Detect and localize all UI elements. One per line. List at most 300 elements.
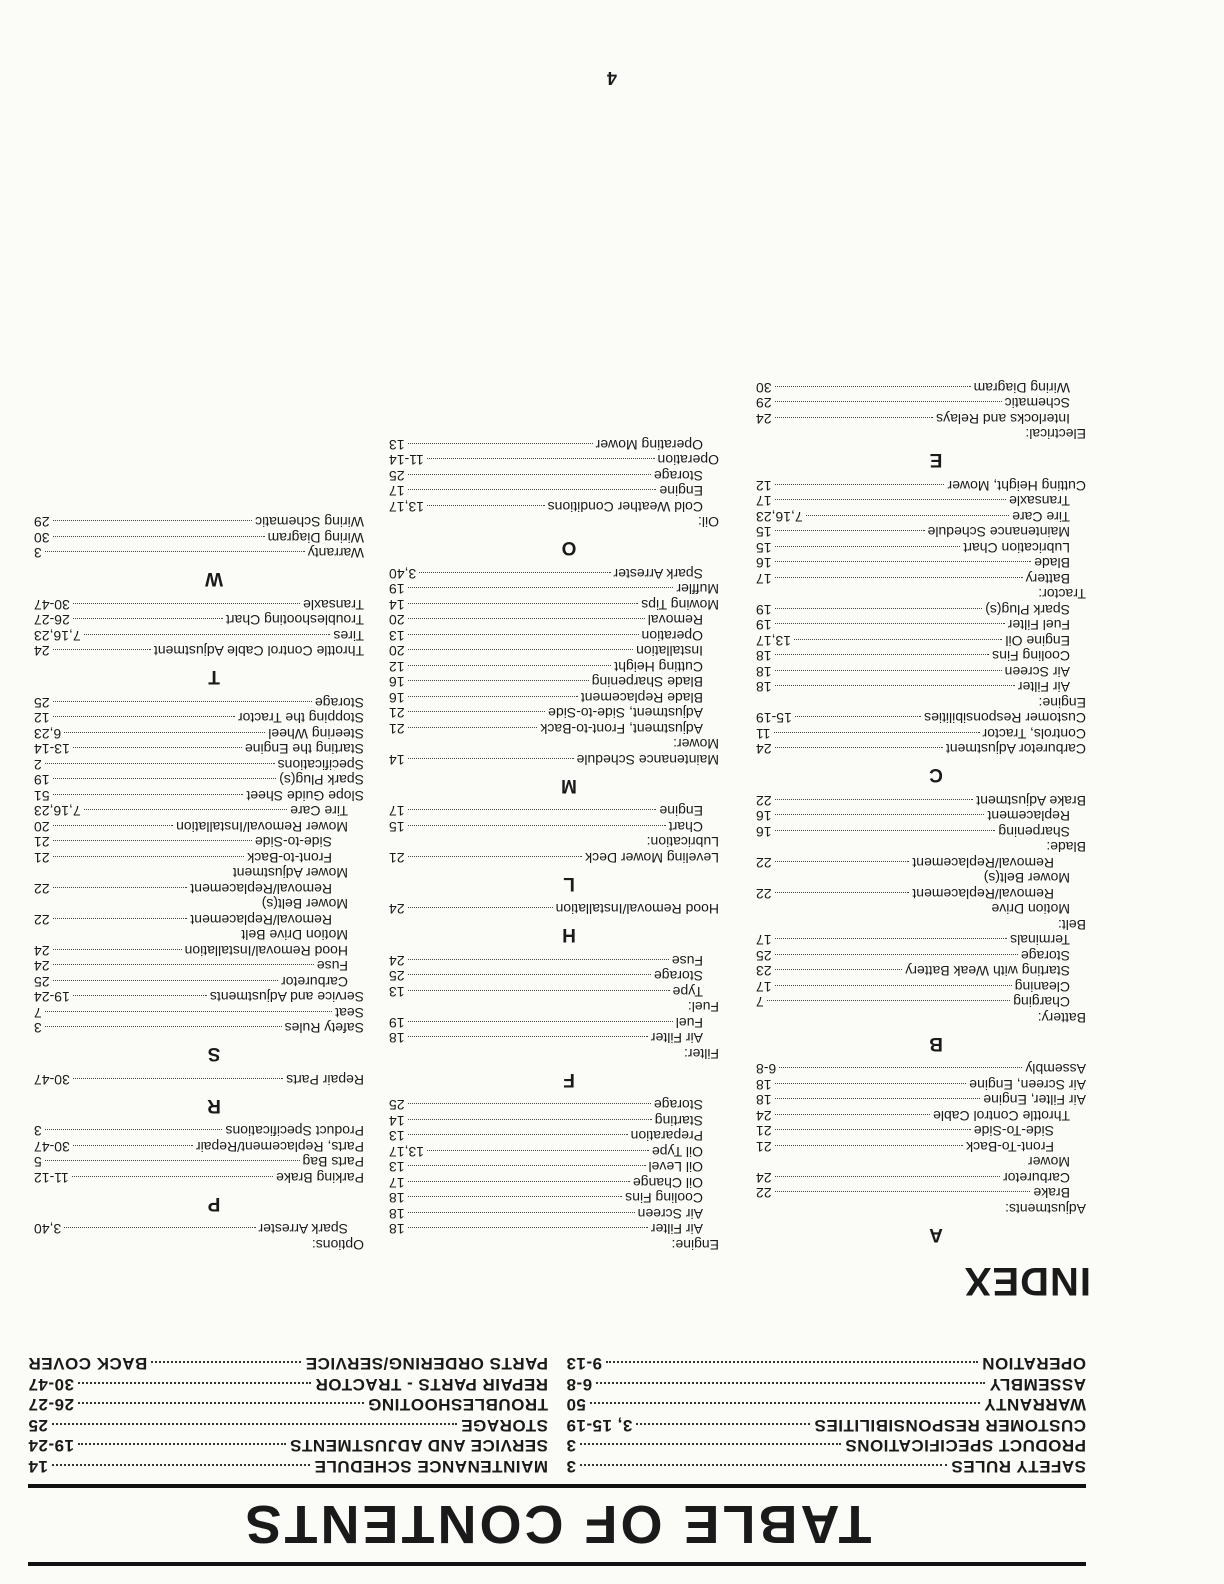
index-entry-page: 13,17: [389, 499, 425, 515]
index-entry-text: Carburetor Adjustment: [945, 741, 1086, 758]
index-entry-page: 30-47: [34, 1139, 70, 1155]
index-entry-text: Oil Change: [632, 1175, 703, 1191]
index-letter-heading: W: [205, 568, 223, 590]
index-entry: [34, 1154, 364, 1170]
index-entry-text: Spark Arrester: [613, 566, 703, 582]
index-entry-page: 24: [34, 643, 50, 660]
index-entry: [34, 514, 364, 530]
index-entry-page: 13: [389, 628, 405, 644]
index-entry: [756, 509, 1086, 525]
index-letter-heading: B: [929, 1033, 943, 1054]
index-entry-text: Product Specifications: [225, 1123, 364, 1140]
leader-dots: [775, 608, 983, 609]
leader-dots: [775, 985, 1012, 986]
index-entry: [756, 540, 1086, 556]
index-entry: [34, 643, 364, 659]
index-group-heading: [756, 917, 1086, 933]
index-entry-text: Front-to-Back: [247, 850, 332, 866]
leader-dots: [427, 459, 655, 460]
leader-dots: [408, 474, 651, 475]
index-entry-page: 20: [34, 819, 50, 835]
index-entry: [389, 984, 719, 1000]
index-entry: [756, 948, 1086, 964]
leader-dots: [408, 959, 669, 960]
index-entry-page: 7,16,23: [756, 509, 803, 525]
index-entry-page: 25: [389, 468, 405, 484]
leader-dots: [73, 1078, 283, 1079]
index-entry: [34, 612, 364, 628]
index-group-heading: [389, 736, 719, 752]
index-entry: [389, 643, 719, 659]
leader-dots: [53, 794, 244, 795]
index-entry-text: Air Screen: [1004, 664, 1070, 680]
index-entry: [34, 628, 364, 644]
index-entry-page: 16: [756, 824, 772, 840]
index-entry-page: 20: [389, 643, 405, 660]
leader-dots: [408, 1181, 630, 1182]
index-entry-text: Lubrication:: [646, 834, 719, 851]
index-entry-page: 3: [34, 1020, 42, 1037]
index-entry-page: 17: [389, 483, 405, 500]
index-entry: [756, 411, 1086, 427]
index-entry: [389, 752, 719, 768]
index-group-heading: [756, 586, 1086, 602]
index-entry-text: Throttle Control Cable Adjustment: [153, 643, 364, 660]
index-entry-text: Fuse: [316, 958, 348, 975]
index-entry-page: 13-14: [34, 741, 70, 758]
toc-entry-page: 26-27: [28, 1395, 74, 1415]
index-entry: [756, 524, 1086, 540]
index-entry-text: Battery:: [1037, 1010, 1086, 1026]
index-entry-text: Transaxle: [1009, 493, 1070, 510]
index-entry: [34, 597, 364, 613]
leader-dots: [408, 634, 639, 635]
index-entry-text: Hood Removal/Installation: [184, 943, 348, 959]
index-entry-text: Tractor:: [1038, 586, 1086, 603]
index-entry-text: Customer Responsibilities: [924, 710, 1086, 727]
leader-dots: [767, 1001, 1010, 1002]
index-entry-text: Removal/Replacement: [190, 881, 332, 897]
leader-dots: [408, 681, 589, 682]
toc-entry: [28, 1456, 548, 1477]
index-entry-page: 13: [389, 984, 405, 1000]
leader-dots: [775, 577, 1023, 578]
leader-dots: [419, 572, 610, 573]
index-entry: [34, 974, 364, 990]
index-entry-text: Mower:: [673, 736, 719, 753]
index-entry: [34, 803, 364, 819]
leader-dots: [775, 1099, 981, 1100]
index-entry: [34, 881, 364, 897]
toc-entry: [566, 1435, 1086, 1456]
index-entry-text: Options:: [311, 1237, 364, 1253]
index-entry: [34, 710, 364, 726]
index-entry: [389, 499, 719, 515]
index-entry: [756, 633, 1086, 649]
index-entry-text: Parking Brake: [276, 1170, 364, 1186]
leader-dots: [53, 965, 314, 966]
index-entry-page: 5: [34, 1154, 42, 1171]
index-entry-page: 11-12: [34, 1170, 69, 1186]
index-entry-page: 18: [389, 1206, 405, 1222]
index-entry-text: Electrical:: [1025, 426, 1086, 443]
toc-entry-page: 3: [566, 1457, 576, 1476]
leader-dots: [408, 1119, 652, 1120]
index-entry-text: Storage: [1020, 948, 1070, 964]
index-entry-page: 17: [756, 979, 772, 995]
index-entry-text: Mower: [1027, 1154, 1070, 1171]
leader-dots: [596, 1382, 985, 1384]
leader-dots: [775, 1130, 971, 1131]
index-letter-heading: F: [563, 1069, 575, 1090]
index-entry-page: 13: [389, 1128, 405, 1145]
index-entry-page: 29: [756, 395, 772, 412]
leader-dots: [775, 655, 990, 656]
index-entry-page: 17: [756, 932, 772, 949]
index-entry-text: Preparation: [630, 1128, 703, 1145]
leader-dots: [795, 717, 921, 718]
leader-dots: [775, 748, 943, 749]
index-entry-text: Air Screen, Engine: [969, 1077, 1086, 1093]
index-entry: [34, 1072, 364, 1088]
index-entry: [34, 1005, 364, 1021]
index-entry-page: 3,40: [34, 1221, 62, 1238]
toc-entry: [28, 1374, 548, 1395]
leader-dots: [78, 1382, 311, 1384]
index-entry-page: 21: [756, 1139, 772, 1155]
index-entry: [389, 628, 719, 644]
leader-dots: [408, 990, 670, 991]
index-entry-text: Hood Removal/Installation: [555, 901, 719, 918]
leader-dots: [775, 670, 1002, 671]
index-entry-text: Air Filter: [1017, 679, 1070, 696]
index-entry: [34, 850, 364, 866]
index-entry: [756, 478, 1086, 494]
toc-entry-page: 14: [28, 1457, 48, 1476]
index-entry-page: 30-47: [34, 597, 70, 613]
index-letter-heading: R: [207, 1095, 221, 1116]
index-entry: [756, 855, 1086, 871]
index-entry-text: Mower Removal/Installation: [176, 819, 348, 835]
leader-dots: [779, 1068, 1022, 1069]
leader-dots: [45, 1011, 332, 1012]
index-entry: [756, 710, 1086, 726]
leader-dots: [590, 1403, 980, 1405]
leader-dots: [53, 949, 182, 950]
index-entry-text: Chart: [668, 819, 703, 835]
leader-dots: [427, 1150, 649, 1151]
index-entry: [756, 886, 1086, 902]
leader-dots: [775, 402, 1002, 403]
index-entry-page: 15-19: [756, 710, 792, 727]
index-group-heading: [389, 999, 719, 1015]
leader-dots: [408, 619, 645, 620]
index-entry-text: Motion Drive: [991, 901, 1070, 918]
index-entry-page: 18: [756, 664, 772, 680]
index-entry-text: Front-To-Back: [966, 1139, 1054, 1155]
index-entry-page: 22: [756, 793, 772, 809]
index-entry: [389, 1030, 719, 1046]
index-entry-page: 13: [389, 1159, 405, 1176]
index-entry-page: 7: [34, 1005, 42, 1021]
leader-dots: [775, 954, 1018, 955]
index-entry-text: Transaxle: [303, 597, 364, 613]
index-entry: [34, 545, 364, 561]
index-entry-text: Charging: [1013, 994, 1070, 1011]
toc-entry-label: REPAIR PARTS - TRACTOR: [315, 1375, 548, 1394]
index-entry: [34, 912, 364, 928]
index-entry-text: Engine:: [1038, 695, 1086, 711]
leader-dots: [775, 815, 985, 816]
top-rule: [28, 1562, 1086, 1566]
index-entry-text: Mower Belt(s): [983, 870, 1070, 887]
index-entry: [389, 953, 719, 969]
leader-dots: [53, 701, 312, 702]
leader-dots: [775, 500, 1006, 501]
index-entry: [34, 788, 364, 804]
index-entry: [389, 819, 719, 835]
index-entry-text: Removal/Replacement: [912, 886, 1054, 902]
index-entry-page: 24: [389, 953, 405, 969]
index-entry-text: Wiring Diagram: [267, 530, 364, 546]
index-entry: [756, 932, 1086, 948]
index-entry-text: Assembly: [1025, 1061, 1086, 1078]
index-letter-heading: O: [561, 537, 577, 559]
index-group-heading: [756, 1201, 1086, 1217]
index-entry: [389, 1221, 719, 1237]
index-entry: [34, 834, 364, 850]
leader-dots: [408, 490, 657, 491]
index-entry-text: Fuel: [675, 1015, 703, 1031]
index-entry-page: 24: [756, 1108, 772, 1124]
leader-dots: [775, 546, 961, 547]
index-entry-page: 18: [756, 1077, 772, 1093]
index-entry: [389, 581, 719, 597]
index-entry: [389, 1190, 719, 1206]
index-entry-text: Wiring Schematic: [255, 514, 364, 531]
leader-dots: [775, 861, 910, 862]
leader-dots: [775, 686, 1015, 687]
leader-dots: [53, 980, 279, 981]
leader-dots: [53, 918, 188, 919]
index-entry-page: 16: [389, 674, 405, 691]
index-entry-page: 11-14: [389, 452, 424, 469]
index-entry-page: 21: [756, 1123, 772, 1140]
index-letter-heading: A: [929, 1224, 943, 1245]
index-entry-page: 14: [389, 752, 405, 768]
index-entry: [389, 612, 719, 628]
index-entry-text: Air Screen: [637, 1206, 703, 1222]
index-entry: [34, 741, 364, 757]
index-entry-text: Cooling Fins: [625, 1190, 703, 1207]
leader-dots: [408, 1197, 623, 1198]
index-entry-page: 20: [389, 612, 405, 629]
toc-entry-page: BACK COVER: [28, 1354, 148, 1374]
leader-dots: [45, 1027, 282, 1028]
leader-dots: [794, 639, 1002, 640]
index-entry-page: 24: [34, 958, 50, 975]
index-column-1: [756, 380, 1086, 1253]
index-entry-page: 14: [389, 1113, 405, 1129]
index-entry-text: Safety Rules: [284, 1020, 364, 1037]
leader-dots: [775, 531, 925, 532]
index-entry-page: 17: [756, 571, 772, 587]
index-entry-page: 21: [389, 850, 405, 866]
index-entry-text: Mower Belt(s): [261, 896, 348, 913]
index-entry-page: 16: [756, 555, 772, 572]
leader-dots: [775, 1114, 930, 1115]
index-entry-page: 3: [34, 1123, 42, 1140]
index-entry: [756, 617, 1086, 633]
index-entry-text: Side-To-Side: [973, 1123, 1054, 1140]
leader-dots: [775, 799, 974, 800]
index-entry: [756, 395, 1086, 411]
index-entry: [389, 483, 719, 499]
index-entry-text: Operation: [657, 452, 719, 469]
index-entry-page: 29: [34, 514, 50, 531]
leader-dots: [775, 484, 945, 485]
leader-dots: [408, 856, 583, 857]
leader-dots: [775, 1145, 964, 1146]
index-entry-page: 12: [34, 710, 50, 727]
index-entry-page: 18: [389, 1221, 405, 1238]
index-entry-page: 18: [756, 679, 772, 696]
index-letter-heading: P: [207, 1193, 221, 1214]
index-entry: [389, 674, 719, 690]
index-entry-page: 6-8: [756, 1061, 777, 1078]
index-entry-page: 22: [34, 912, 50, 928]
index-entry-page: 18: [756, 648, 772, 665]
index-entry-text: Terminals: [1010, 932, 1070, 949]
index-group-heading: [756, 901, 1086, 917]
toc-entry: [28, 1415, 548, 1436]
index-entry: [34, 726, 364, 742]
index-entry: [389, 659, 719, 675]
index-entry-page: 17: [756, 493, 772, 510]
index-letter-heading: E: [929, 449, 943, 471]
index-group-heading: [756, 695, 1086, 711]
leader-dots: [408, 1228, 648, 1229]
index-entry-text: Starting with Weak Battery: [905, 963, 1070, 980]
toc-entry-label: PARTS ORDERING/SERVICE: [305, 1354, 548, 1374]
toc-entry: [566, 1415, 1086, 1436]
index-group-heading: [389, 514, 719, 530]
leader-dots: [408, 1135, 628, 1136]
toc-left-column: [566, 1353, 1086, 1476]
index-entry-page: 19: [389, 581, 405, 598]
index-entry-page: 51: [34, 788, 50, 804]
index-entry-page: 30-47: [34, 1072, 70, 1088]
index-heading: INDEX: [963, 1259, 1091, 1303]
leader-dots: [408, 650, 633, 651]
index-entry-text: Parts, Replacement/Repair: [195, 1139, 364, 1155]
index-group-heading: [756, 1154, 1086, 1170]
index-entry: [389, 452, 719, 468]
index-entry: [389, 597, 719, 613]
index-entry-page: 13,17: [389, 1144, 425, 1160]
index-entry-text: Lubrication Chart: [963, 540, 1070, 556]
leader-dots: [408, 712, 546, 713]
leader-dots: [408, 1037, 648, 1038]
index-entry-text: Engine Oil: [1005, 633, 1070, 649]
leader-dots: [408, 1104, 651, 1105]
index-entry-text: Cutting Height: [614, 659, 703, 675]
index-column-3: [34, 514, 364, 1252]
index-entry-text: Adjustment, Front-to-Back: [540, 721, 703, 737]
index-entry-text: Blade:: [1046, 839, 1086, 856]
index-entry-page: 18: [389, 1190, 405, 1207]
index-entry-text: Troubleshooting Chart: [225, 612, 364, 629]
index-entry-text: Warranty: [307, 545, 364, 562]
index-entry: [756, 994, 1086, 1010]
index-entry: [756, 493, 1086, 509]
index-entry-text: Engine: [659, 483, 703, 500]
leader-dots: [53, 536, 265, 537]
index-entry-page: 22: [756, 855, 772, 871]
index-entry-text: Interlocks and Relays: [936, 411, 1070, 427]
index-group-heading: [34, 927, 364, 943]
toc-entry-page: 19-24: [28, 1436, 74, 1456]
toc-entry-label: WARRANTY: [983, 1395, 1086, 1415]
index-entry-text: Repair Parts: [286, 1072, 364, 1088]
index-entry-text: Storage: [653, 1097, 703, 1114]
index-entry-text: Operating Mower: [595, 437, 703, 453]
leader-dots: [84, 810, 287, 811]
index-group-heading: [389, 1237, 719, 1253]
index-entry: [34, 1221, 364, 1237]
index-entry: [389, 1159, 719, 1175]
leader-dots: [775, 624, 1005, 625]
index-entry-page: 22: [756, 886, 772, 902]
index-entry-page: 6,23: [34, 726, 62, 742]
index-entry-text: Air Filter: [650, 1221, 703, 1238]
leader-dots: [408, 665, 612, 666]
index-entry: [756, 741, 1086, 757]
index-entry-text: Specifications: [277, 757, 364, 773]
index-entry-text: Seat: [335, 1005, 364, 1021]
index-entry-text: Blade Replacement: [580, 690, 703, 706]
leader-dots: [64, 1228, 255, 1229]
index-entry-page: 30: [34, 530, 50, 546]
leader-dots: [775, 970, 903, 971]
index-entry: [34, 989, 364, 1005]
leader-dots: [45, 1161, 300, 1162]
index-entry-text: Service and Adjustments: [209, 989, 364, 1006]
index-entry-text: Oil:: [698, 514, 719, 531]
toc-entry-page: 50: [566, 1395, 586, 1415]
index-entry: [756, 1092, 1086, 1108]
index-entry-text: Motion Drive Belt: [241, 927, 348, 944]
index-entry-text: Fuel:: [687, 999, 719, 1016]
index-entry-page: 11: [756, 726, 771, 742]
leader-dots: [72, 1176, 273, 1177]
leader-dots: [775, 1083, 967, 1084]
toc-entry-label: SAFETY RULES: [950, 1457, 1086, 1476]
toc-entry: [566, 1456, 1086, 1477]
leader-dots: [408, 603, 639, 604]
index-group-heading: [34, 865, 364, 881]
index-entry-text: Parts Bag: [302, 1154, 364, 1171]
index-entry-page: 19: [34, 772, 50, 789]
leader-dots: [775, 417, 934, 418]
index-entry-text: Brake Adjustment: [976, 793, 1086, 809]
index-entry: [34, 530, 364, 546]
toc-entry: [28, 1394, 548, 1415]
index-entry: [34, 958, 364, 974]
index-entry-text: Mower Adjustment: [232, 865, 348, 882]
index-entry-text: Throttle Control Cable: [933, 1108, 1070, 1124]
index-group-heading: [756, 870, 1086, 886]
